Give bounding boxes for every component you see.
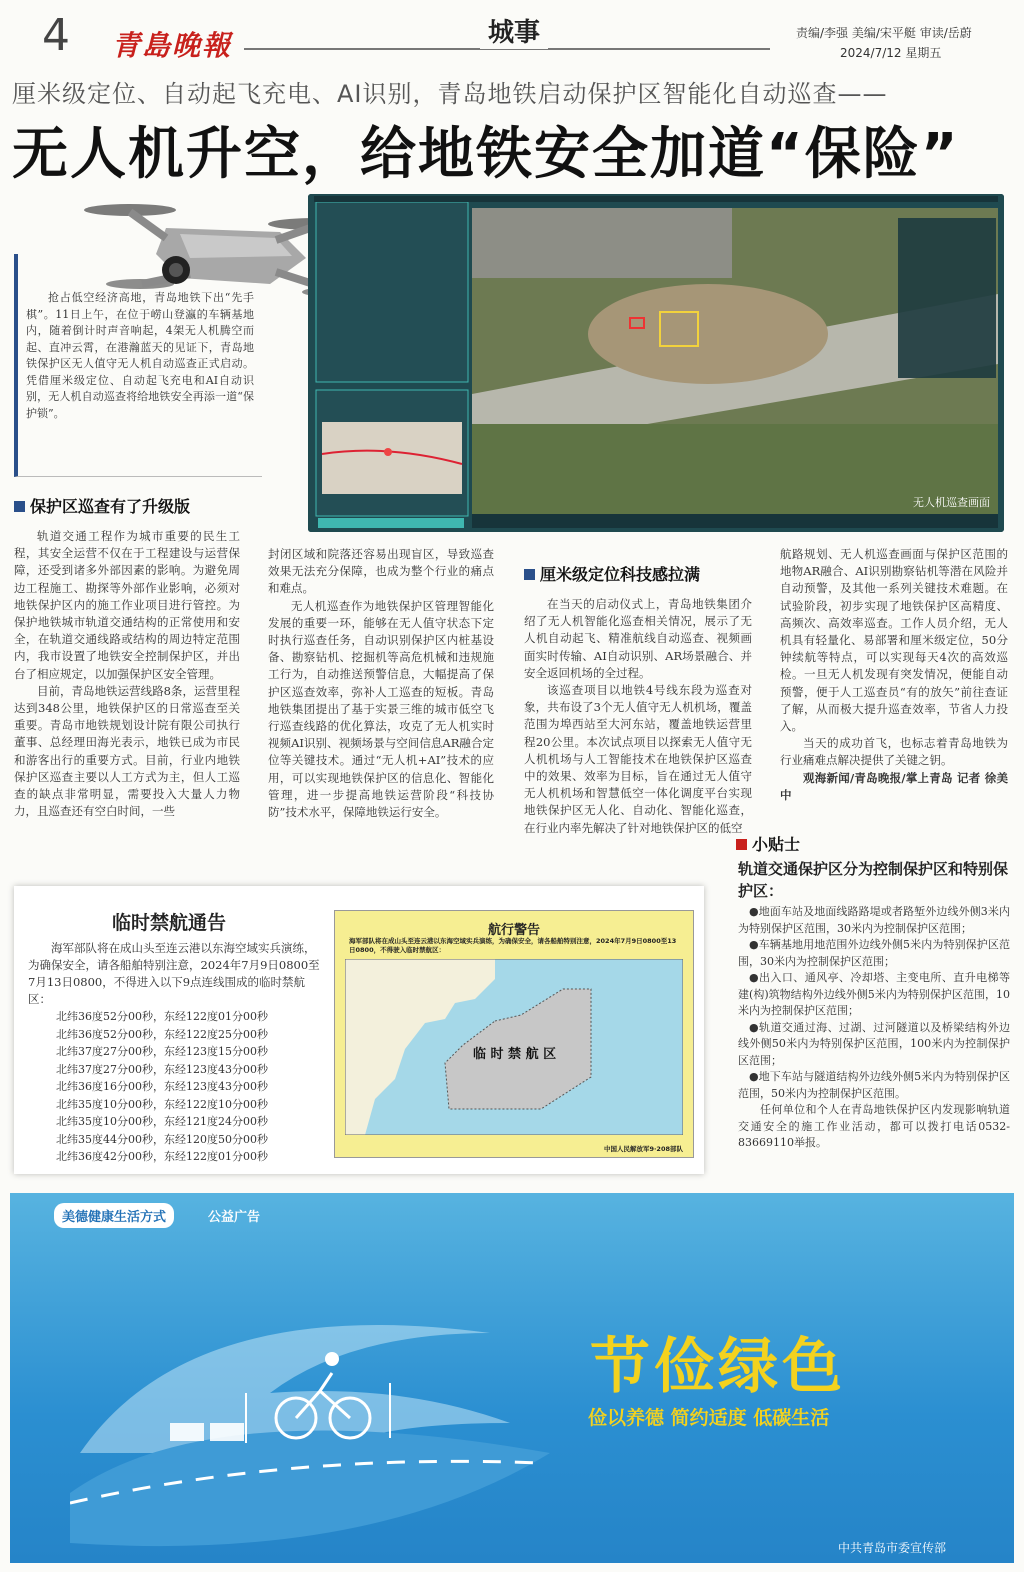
coord-line: 北纬35度10分00秒，东经121度24分00秒 [56,1115,268,1128]
paragraph: 航路规划、无人机巡查画面与保护区范围的地物AR融合、AI识别勘察钻机等潜在风险并自动预警，及其他一系列关键技术难题。在试验阶段，初步实现了地铁保护区高精度、高频次、高效率巡查。工作人员介绍，无人机具有轻量化、易部署和厘米级定位，50分钟续航等特点，可以实现每天4次的高效巡检。一旦无人机发现有突发情况，便能自动预警，便于人工巡查员“有的放矢”前往查证了解，从而极大提升巡查效率，节省人力投入。 [780,547,1008,734]
tip-footer: 任何单位和个人在青岛地铁保护区内发现影响轨道交通安全的施工作业活动，都可以拨打电话0532-83669110举报。 [738,1103,1010,1149]
map-area-label: 临 时 禁 航 区 [473,1047,557,1062]
article-lead: 抢占低空经济高地，青岛地铁下出“先手棋”。11日上午，在位于崂山登瀛的车辆基地内，随着倒计时声音响起，4架无人机腾空而起、直冲云霄，在港瀚蓝天的见证下，青岛地铁保护区无人值守无人机自动巡查正式启动。凭借厘米级定位、自动起飞充电和AI自动识别，无人机自动巡查将给地铁安全再添一道“保护锁”。 [26,291,254,420]
section2-title: 厘米级定位科技感拉满 [524,562,700,585]
newspaper-masthead: 青島晚報 [112,29,233,62]
article-headline: 无人机升空，给地铁安全加道“保险” [12,122,960,187]
paragraph: 封闭区域和院落还容易出现盲区，导致巡查效果无法充分保障，也成为整个行业的痛点和难点。 [268,547,494,596]
inspection-scene [308,194,1004,532]
coord-line: 北纬35度10分00秒，东经122度10分00秒 [56,1097,268,1111]
tip-item: ●地面车站及地面线路路堤或者路堑外边线外侧3米内为特别保护区范围，30米内为控制保护区范围； [738,905,1010,935]
tip-heading: 轨道交通保护区分为控制保护区和特别保护区： [738,860,1009,900]
article-col-1 [14,528,240,820]
public-service-ad [10,1193,1014,1563]
paragraph: 无人机巡查作为地铁保护区管理智能化发展的重要一环，能够在无人值守状态下定时执行巡查任务，自动识别保护区内桩基设备、勘察钻机、挖掘机等高危机械和违规施工行为，自动推送预警信息，大幅提高了保护区巡查效率，弥补人工巡查的短板。青岛地铁集团提出了基于实景三维的城市低空飞行巡查线路的优化算法，攻克了无人机实时视频AI识别、视频场景与空间信息AR融合定位等关键技术。通过“无人机+AI”技术的应用，可以实现地铁保护区的信息化、智能化管理，进一步提高地铁运营阶段“科技协防”技术水平，保障地铁运行安全。 [268,598,494,820]
coord-line: 北纬37度27分00秒，东经123度15分00秒 [56,1045,268,1058]
notice-coords [56,1008,268,1166]
ad-tag-public: 公益广告 [208,1210,261,1225]
notice-title: 临时禁航通告 [112,912,227,934]
paragraph: 轨道交通工程作为城市重要的民生工程，其安全运营不仅在于工程建设与运营保障，还受到诸多外部因素的影响。为避免周边工程施工、勘探等外部作业影响，必须对地铁保护区内的施工作业项目进行管控。为保护地铁城市轨道交通结构的正常使用和安全，在轨道交通线路或结构的周边特定范围内，我市设置了地铁安全控制保护区，并出台了相应规定，以加强保护区安全管理。 [14,529,240,681]
ad-tag-lifestyle: 美德健康生活方式 [54,1203,174,1228]
byline: 观海新闻/青岛晚报/掌上青岛 记者 徐美中 [780,770,1008,802]
inspection-screenshot [308,194,1004,532]
paragraph: 当天的成功首飞，也标志着青岛地铁为行业痛难点解决提供了关键之钥。 [780,736,1008,768]
page-number: 4 [42,10,70,61]
navigation-warning-map [334,910,694,1158]
coord-line: 北纬36度52分00秒，东经122度25分00秒 [56,1027,268,1041]
notice-body: 海军部队将在成山头至连云港以东海空域实兵演练，为确保安全，请各船舶特别注意，2024年7月9日0800至7月13日0800，不得进入以下9点连线围成的临时禁航区： [28,941,320,1006]
map-subtitle: 海军部队将在成山头至连云港以东海空域实兵演练，为确保安全，请各船舶特别注意，2024年7月9日0800至13日0800，不得驶入临时禁航区： [349,937,677,954]
paragraph: 在当天的启动仪式上，青岛地铁集团介绍了无人机智能化巡查相关情况，展示了无人机自动起飞、精准航线自动巡查、视频画面实时传输、AI自动识别、AR场景融合、并安全返回机场的全过程。 [524,597,752,680]
tip-item: ●出入口、通风亭、冷却塔、主变电所、直升电梯等建(构)筑物结构外边线外侧5米内为特别保护区范围，10米内为控制保护区范围； [738,971,1010,1017]
coord-line: 北纬36度42分00秒，东经122度01分00秒 [56,1150,268,1163]
tip-title: 小贴士 [736,832,800,855]
paragraph: 该巡查项目以地铁4号线东段为巡查对象，共布设了3个无人值守无人机机场，覆盖范围为埠西站至大河东站，覆盖地铁运营里程20公里。本次试点项目以探索无人值守无人机机场与人工智能技术在地铁保护区巡查中的效果、效率为目标，旨在通过无人值守无人机机场和智慧低空一体化调度平台实现地铁保护区无人化、自动化、智能化巡查，在行业内率先解决了针对地铁保护区的低空 [524,683,752,835]
map-title: 航行警告 [487,923,540,938]
article-subhead: 厘米级定位、自动起飞充电、AI识别，青岛地铁启动保护区智能化自动巡查—— [12,80,888,108]
editors-line: 责编/李强 美编/宋平艇 审读/岳蔚 [796,26,972,40]
map-credit: 中国人民解放军9·208部队 [603,1145,683,1153]
coord-line: 北纬37度27分00秒，东经123度43分00秒 [56,1062,268,1076]
leaf-illustration [70,1273,570,1563]
coord-line: 北纬35度44分00秒，东经120度50分00秒 [56,1132,268,1146]
article-col-3 [524,596,752,837]
ad-title: 节俭绿色 [590,1332,846,1402]
coord-line: 北纬36度16分00秒，东经123度43分00秒 [56,1080,268,1093]
tip-item: ●轨道交通过海、过湖、过河隧道以及桥梁结构外边线外侧50米内为特别保护区范围，100米内为控制保护区范围； [738,1020,1010,1067]
article-col-2 [268,546,494,821]
ad-sponsor: 中共青岛市委宣传部 [838,1541,947,1555]
tip-list [738,904,1010,1152]
article-col-4 [780,546,1008,804]
section-title: 城事 [480,12,548,49]
section1-title: 保护区巡查有了升级版 [14,494,190,517]
issue-date: 2024/7/12 星期五 [840,46,942,60]
coord-line: 北纬36度52分00秒，东经122度01分00秒 [56,1010,268,1023]
paragraph: 目前，青岛地铁运营线路8条，运营里程达到348公里，地铁保护区的日常巡查至关重要。青岛市地铁规划设计院有限公司执行董事、总经理田海光表示，地铁已成为市民和游客出行的重要方式。目前，行业内地铁保护区巡查主要以人工方式为主，但人工巡查的缺点非常明显，需要投入大量人力物力，且巡查还有空白时间，一些 [14,683,240,819]
tip-item: ●地下车站与隧道结构外边线外侧5米内为特别保护区范围，50米内为控制保护区范围。 [738,1070,1010,1100]
ad-slogan: 俭以养德 简约适度 低碳生活 [588,1407,830,1429]
tip-item: ●车辆基地用地范围外边线外侧5米内为特别保护区范围，30米内为控制保护区范围； [738,938,1010,968]
photo-caption: 无人机巡查画面 [913,496,990,509]
